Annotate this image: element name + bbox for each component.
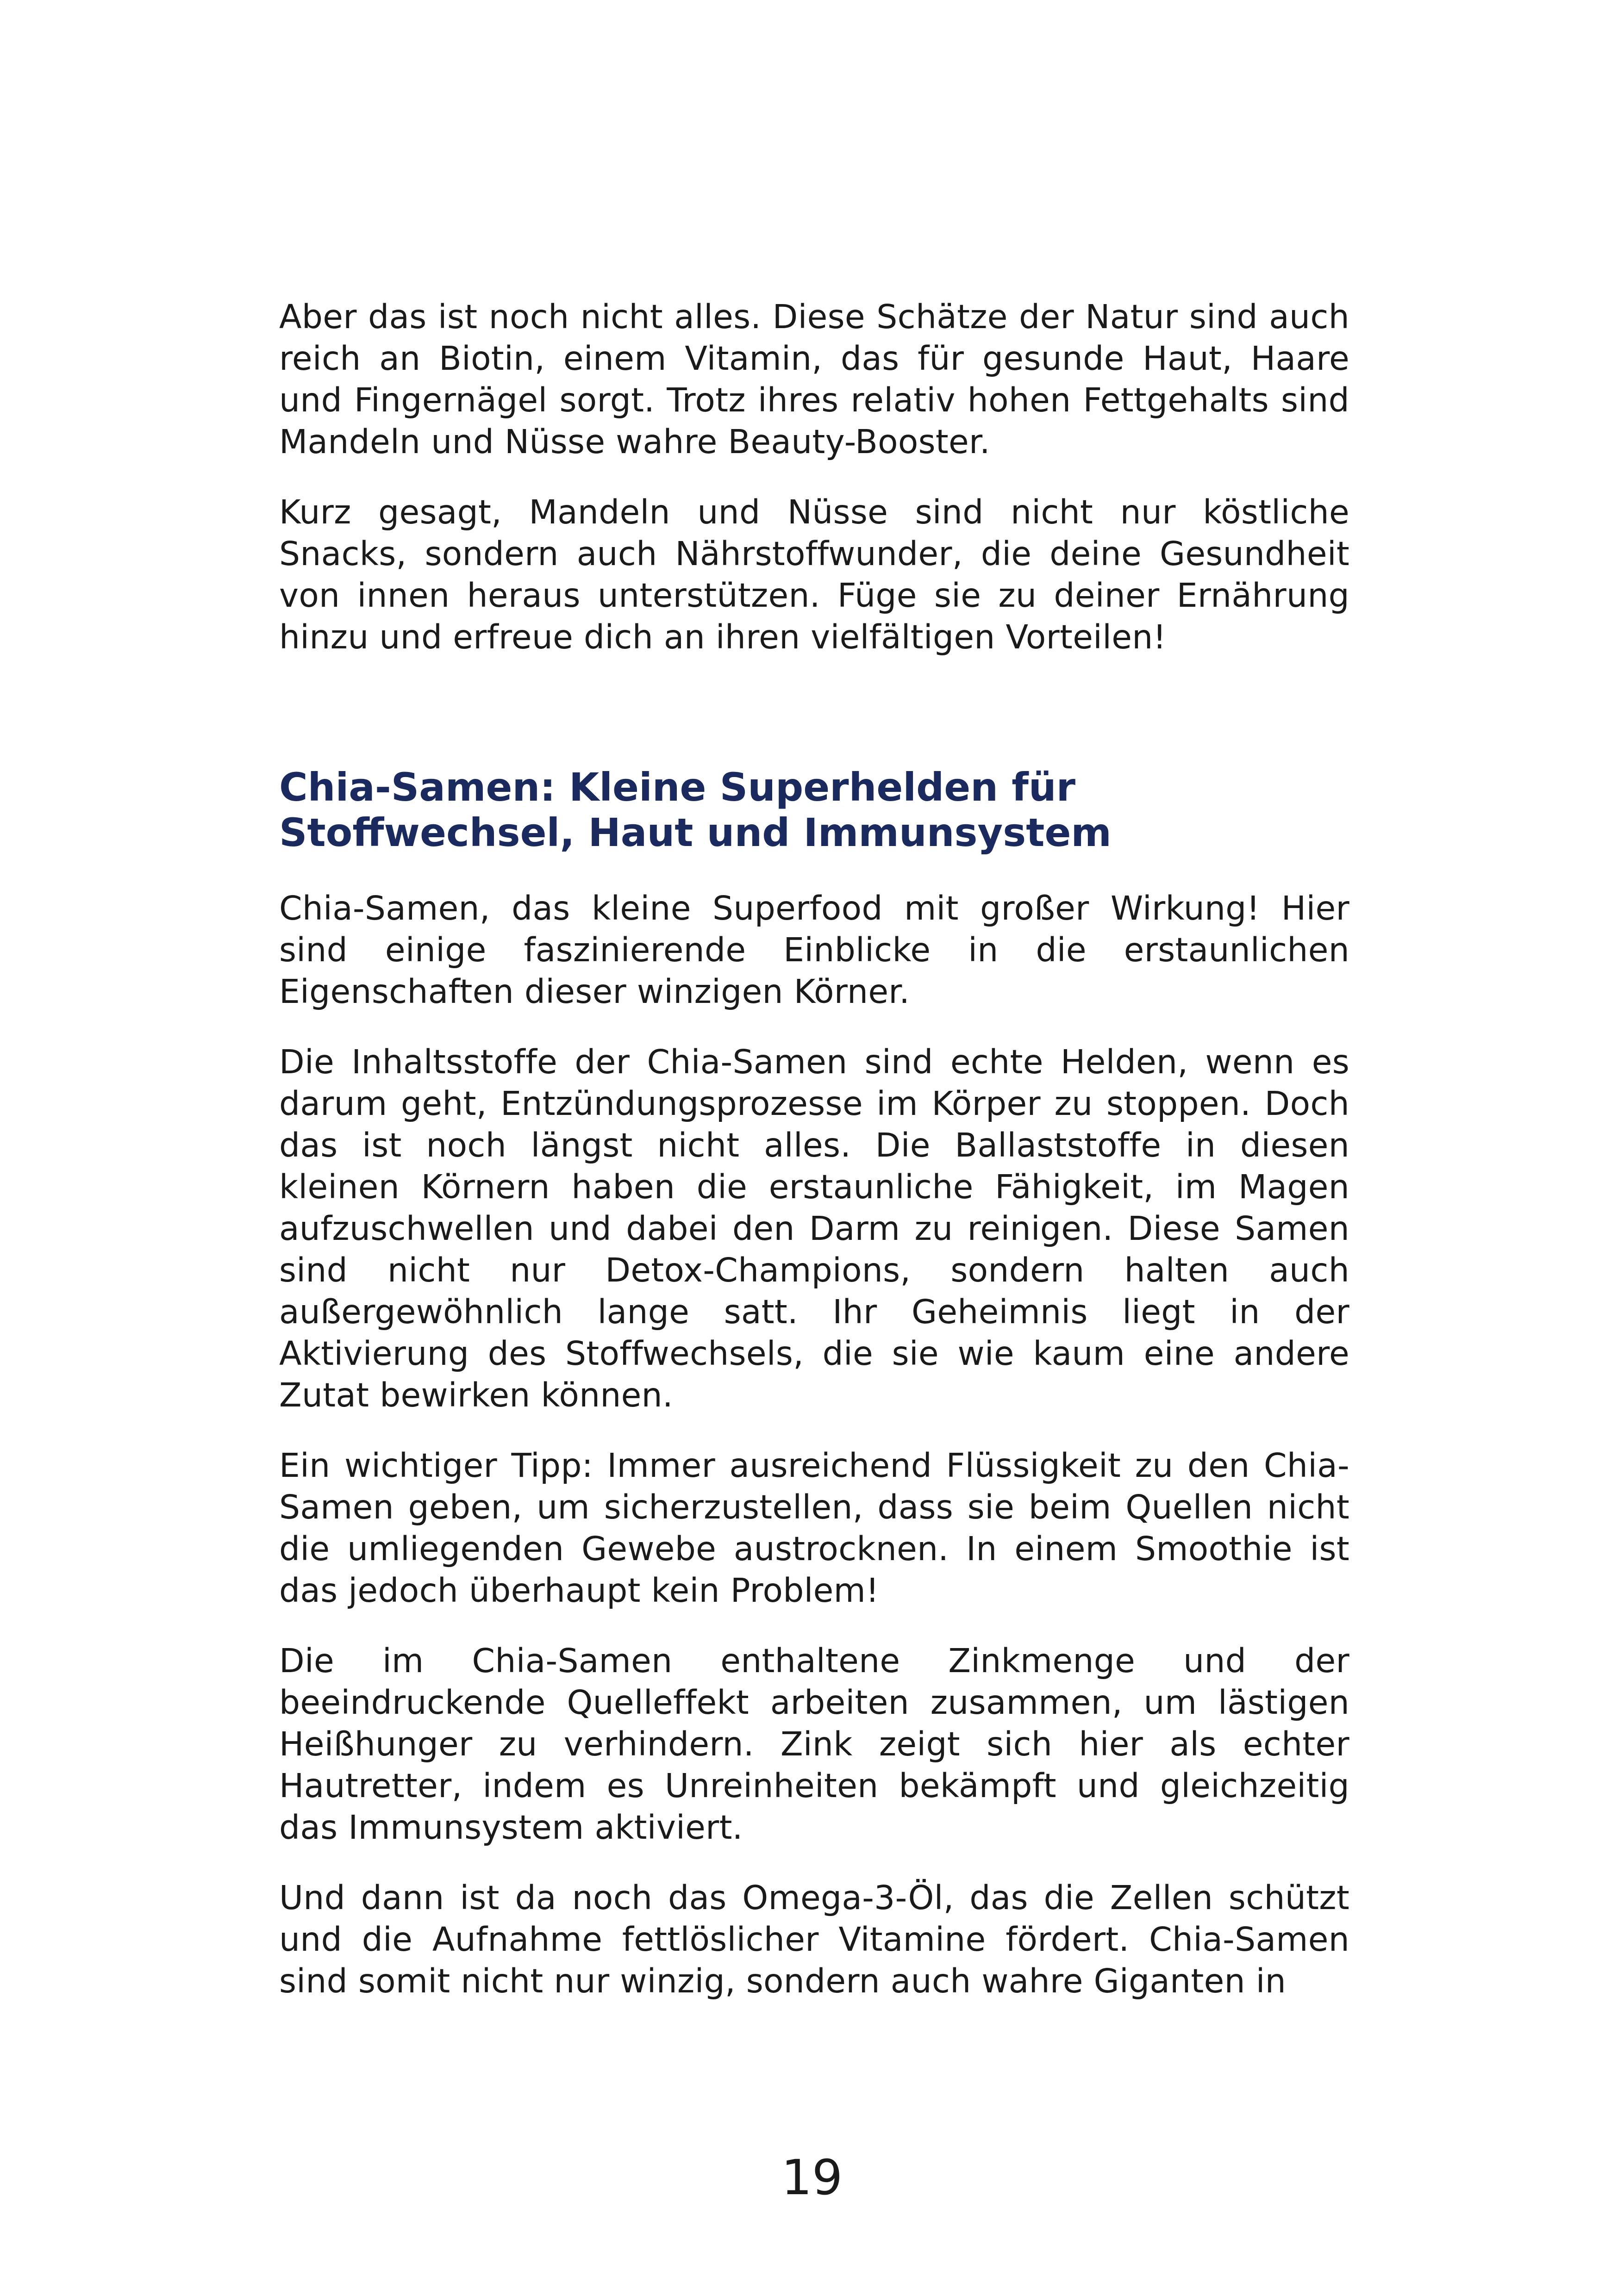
paragraph-chia-omega: Und dann ist da noch das Omega-3-Öl, das die Zellen schützt und die Aufnahme fettlöslicher Vitamine fördert. Chia-Samen sind somit nicht nur winzig, sondern auch wahre Giganten in [279, 1879, 1349, 2000]
paragraph-chia-intro: Chia-Samen, das kleine Superfood mit großer Wirkung! Hier sind einige faszinierende Einblicke in die erstaunlichen Eigenschaften dieser winzigen Körner. [279, 889, 1349, 1011]
paragraph-chia-zinc: Die im Chia-Samen enthaltene Zinkmenge und der beeindruckende Quelleffekt arbeiten zusammen, um lästigen Heißhunger zu verhindern. Zink zeigt sich hier als echter Hautretter, indem es Unreinheiten bekämpft und gleichzeitig das Immunsystem aktiviert. [279, 1642, 1349, 1847]
page-number: 19 [781, 2149, 843, 2206]
paragraph-summary: Kurz gesagt, Mandeln und Nüsse sind nicht nur köstliche Snacks, sondern auch Nährstoffwunder, die deine Gesundheit von innen heraus unterstützen. Füge sie zu deiner Ernährung hinzu und erfreue dich an ihren vielfältigen Vorteilen! [279, 493, 1349, 656]
page-body [279, 296, 1349, 2002]
paragraph-chia-ingredients: Die Inhaltsstoffe der Chia-Samen sind echte Helden, wenn es darum geht, Entzündungsprozesse im Körper zu stoppen. Doch das ist noch längst nicht alles. Die Ballaststoffe in diesen kleinen Körnern haben die erstaunliche Fähigkeit, im Magen aufzuschwellen und dabei den Darm zu reinigen. Diese Samen sind nicht nur Detox-Champions, sondern halten auch außergewöhnlich lange satt. Ihr Geheimnis liegt in der Aktivierung des Stoffwechsels, die sie wie kaum eine andere Zutat bewirken können. [279, 1043, 1349, 1414]
section-heading: Chia-Samen: Kleine Superhelden für Stoffwechsel, Haut und Immunsystem [279, 765, 1112, 855]
paragraph-biotin: Aber das ist noch nicht alles. Diese Schätze der Natur sind auch reich an Biotin, einem Vitamin, das für gesunde Haut, Haare und Fingernägel sorgt. Trotz ihres relativ hohen Fettgehalts sind Mandeln und Nüsse wahre Beauty-Booster. [279, 298, 1349, 461]
paragraph-chia-tip: Ein wichtiger Tipp: Immer ausreichend Flüssigkeit zu den Chia-Samen geben, um sicherzustellen, dass sie beim Quellen nicht die umliegenden Gewebe austrocknen. In einem Smoothie ist das jedoch überhaupt kein Problem! [279, 1446, 1349, 1610]
